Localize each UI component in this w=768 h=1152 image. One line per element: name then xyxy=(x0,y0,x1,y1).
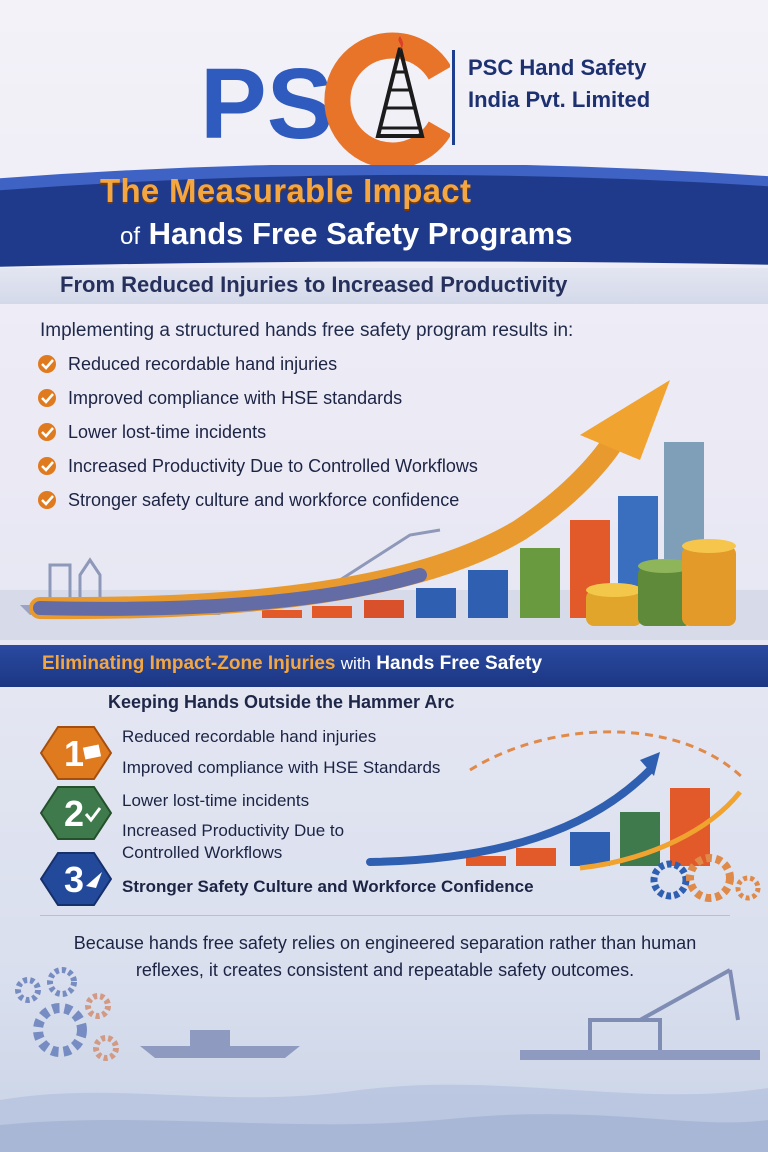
step-2-line-1: Lower lost-time incidents xyxy=(122,791,310,810)
coin-stack-1 xyxy=(586,583,642,626)
section2-subtitle: Keeping Hands Outside the Hammer Arc xyxy=(108,692,455,712)
company-line-2: India Pvt. Limited xyxy=(468,87,651,112)
benefits-list xyxy=(38,352,598,522)
step-number: 2 xyxy=(64,793,85,834)
page-subtitle: From Reduced Injuries to Increased Productivity xyxy=(60,272,568,297)
bar-3 xyxy=(570,832,610,866)
step-number: 3 xyxy=(64,859,85,900)
benefit-label: Stronger safety culture and workforce confidence xyxy=(68,490,460,510)
section2-title-with: with xyxy=(340,654,371,673)
bar-4 xyxy=(416,588,456,618)
industrial-scene-illustration xyxy=(0,950,768,1152)
step-1-line-2: Improved compliance with HSE Standards xyxy=(122,758,441,777)
footer-statement: Because hands free safety relies on engineered separation rather than human reflexes, it creates consistent and repeatable safety outcomes. xyxy=(73,933,697,980)
company-line-1: PSC Hand Safety xyxy=(468,55,647,80)
benefit-item xyxy=(38,488,598,512)
section2-title-b: Hands Free Safety xyxy=(376,653,543,674)
barge-silhouette xyxy=(520,1050,760,1060)
benefit-label: Improved compliance with HSE standards xyxy=(68,388,403,408)
step-3-line-1: Stronger Safety Culture and Workforce Confidence xyxy=(122,877,534,896)
benefit-label: Increased Productivity Due to Controlled Workflows xyxy=(68,456,478,476)
bar-3 xyxy=(364,600,404,618)
psc-logo xyxy=(200,28,450,168)
step-3-badge xyxy=(40,850,110,910)
company-name xyxy=(452,52,742,116)
check-circle-icon xyxy=(38,423,56,441)
benefit-item xyxy=(38,454,598,478)
bar-2 xyxy=(312,606,352,618)
check-circle-icon xyxy=(38,457,56,475)
step-number: 1 xyxy=(64,733,85,774)
benefit-label: Lower lost-time incidents xyxy=(68,422,267,442)
ship-silhouette xyxy=(140,1046,300,1058)
check-circle-icon xyxy=(38,355,56,373)
section2-title-a: Eliminating Impact-Zone Injuries xyxy=(42,653,336,674)
step-2-line-2: Increased Productivity Due to Controlled Workflows xyxy=(122,821,345,862)
page-title-line-2 xyxy=(120,216,760,252)
step-1-line-1: Reduced recordable hand injuries xyxy=(122,727,377,746)
gear-icon xyxy=(18,970,116,1058)
step-2-badge xyxy=(40,784,110,844)
section2-title xyxy=(42,653,742,675)
crane-silhouette xyxy=(590,970,738,1050)
title-of: of xyxy=(120,223,141,250)
bar-5 xyxy=(468,570,508,618)
intro-text: Implementing a structured hands free safety program results in: xyxy=(40,320,574,341)
step-1-badge xyxy=(40,724,110,784)
title-programs: Hands Free Safety Programs xyxy=(148,216,573,251)
bar-1 xyxy=(466,856,506,866)
page-title-line-1: The Measurable Impact xyxy=(100,172,472,209)
benefit-item xyxy=(38,386,598,410)
bar-1 xyxy=(262,610,302,618)
benefit-label: Reduced recordable hand injuries xyxy=(68,354,338,374)
check-circle-icon xyxy=(38,491,56,509)
check-circle-icon xyxy=(38,389,56,407)
benefit-item xyxy=(38,352,598,376)
logo-letters-ps: PS xyxy=(200,48,334,160)
benefit-item xyxy=(38,420,598,444)
bar-6 xyxy=(520,548,560,618)
coin-stack-3 xyxy=(682,539,736,626)
section-divider xyxy=(40,915,730,916)
bar-2 xyxy=(516,848,556,866)
